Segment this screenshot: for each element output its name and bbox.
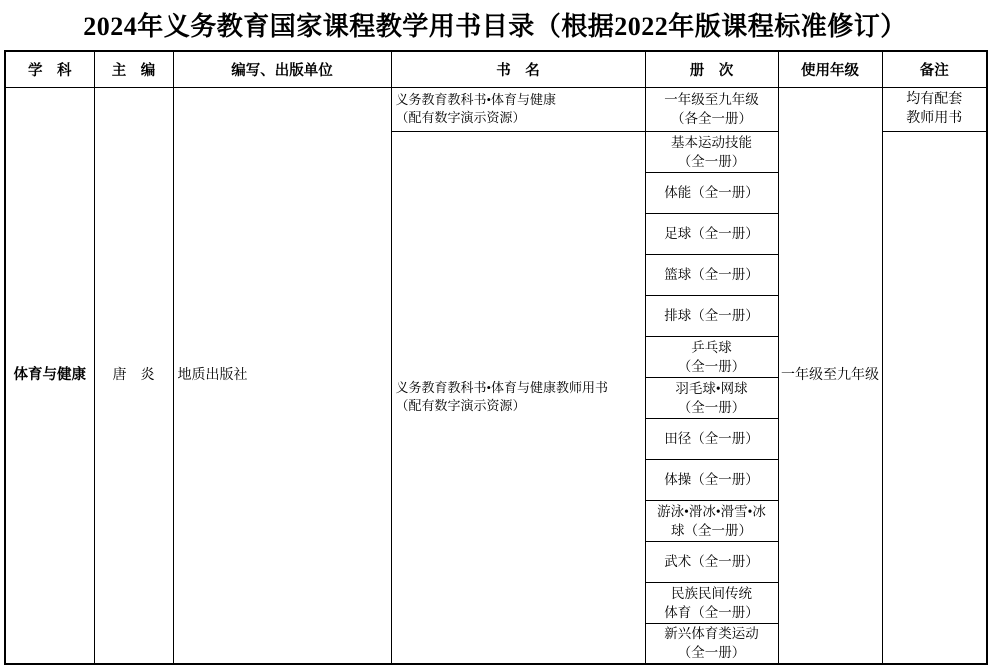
book-name-cell-teacher: [391, 131, 645, 664]
volume-cell: [645, 377, 778, 418]
volume-line: （全一册）: [677, 358, 746, 374]
note-cell: [882, 87, 987, 131]
volume-line: 乒乓球: [691, 339, 732, 355]
volume-cell: [645, 87, 778, 131]
volume-cell: [645, 295, 778, 336]
note-cell-empty: [882, 131, 987, 664]
textbook-catalog-table: [4, 50, 988, 665]
volume-line: （全一册）: [677, 645, 746, 661]
volume-cell: [645, 131, 778, 172]
book-name-line: 义务教育教科书•体育与健康: [395, 92, 557, 107]
volume-cell: [645, 582, 778, 623]
volume-line: 基本运动技能: [671, 134, 752, 150]
volume-cell: [645, 541, 778, 582]
volume-line: （全一册）: [677, 153, 746, 169]
header-volume: 册 次: [645, 51, 778, 87]
header-row: [5, 51, 987, 87]
volume-line: （全一册）: [677, 399, 746, 415]
volume-line: 民族民间传统: [671, 585, 752, 601]
volume-line: 游泳•滑冰•滑雪•冰: [657, 503, 766, 519]
note-line: 均有配套: [906, 92, 963, 107]
volume-line: 体能（全一册）: [664, 185, 759, 200]
volume-cell: [645, 213, 778, 254]
editor-cell: 唐 炎: [94, 87, 173, 664]
header-note: 备注: [882, 51, 987, 87]
book-name-line: （配有数字演示资源）: [395, 110, 526, 125]
table-row: [5, 87, 987, 131]
volume-line: 羽毛球•网球: [675, 380, 748, 396]
header-book-name: 书 名: [391, 51, 645, 87]
header-grade: 使用年级: [778, 51, 882, 87]
volume-cell: [645, 172, 778, 213]
page-title: 2024年义务教育国家课程教学用书目录（根据2022年版课程标准修订）: [83, 12, 907, 41]
volume-cell: [645, 623, 778, 664]
volume-line: 体操（全一册）: [664, 472, 759, 487]
book-name-line: 义务教育教科书•体育与健康教师用书: [395, 380, 609, 396]
volume-line: 排球（全一册）: [664, 308, 759, 323]
publisher-cell: 地质出版社: [173, 87, 391, 664]
volume-line: 一年级至九年级: [664, 92, 759, 107]
volume-line: 足球（全一册）: [664, 226, 759, 241]
header-editor: 主 编: [94, 51, 173, 87]
volume-line: 球（全一册）: [671, 522, 752, 538]
volume-cell: [645, 459, 778, 500]
volume-cell: [645, 254, 778, 295]
volume-cell: [645, 418, 778, 459]
header-publisher: 编写、出版单位: [173, 51, 391, 87]
volume-line: （各全一册）: [671, 111, 752, 126]
grade-cell: 一年级至九年级: [778, 87, 882, 664]
volume-line: 武术（全一册）: [664, 554, 759, 569]
volume-line: 田径（全一册）: [664, 431, 759, 446]
book-name-cell-student: [391, 87, 645, 131]
volume-line: 新兴体育类运动: [664, 626, 759, 642]
book-name-line: （配有数字演示资源）: [395, 398, 526, 414]
volume-line: 篮球（全一册）: [664, 267, 759, 282]
note-line: 教师用书: [906, 111, 963, 126]
header-subject: 学 科: [5, 51, 94, 87]
volume-cell: [645, 336, 778, 377]
volume-line: 体育（全一册）: [664, 604, 759, 620]
volume-cell: [645, 500, 778, 541]
subject-cell: 体育与健康: [5, 87, 94, 664]
